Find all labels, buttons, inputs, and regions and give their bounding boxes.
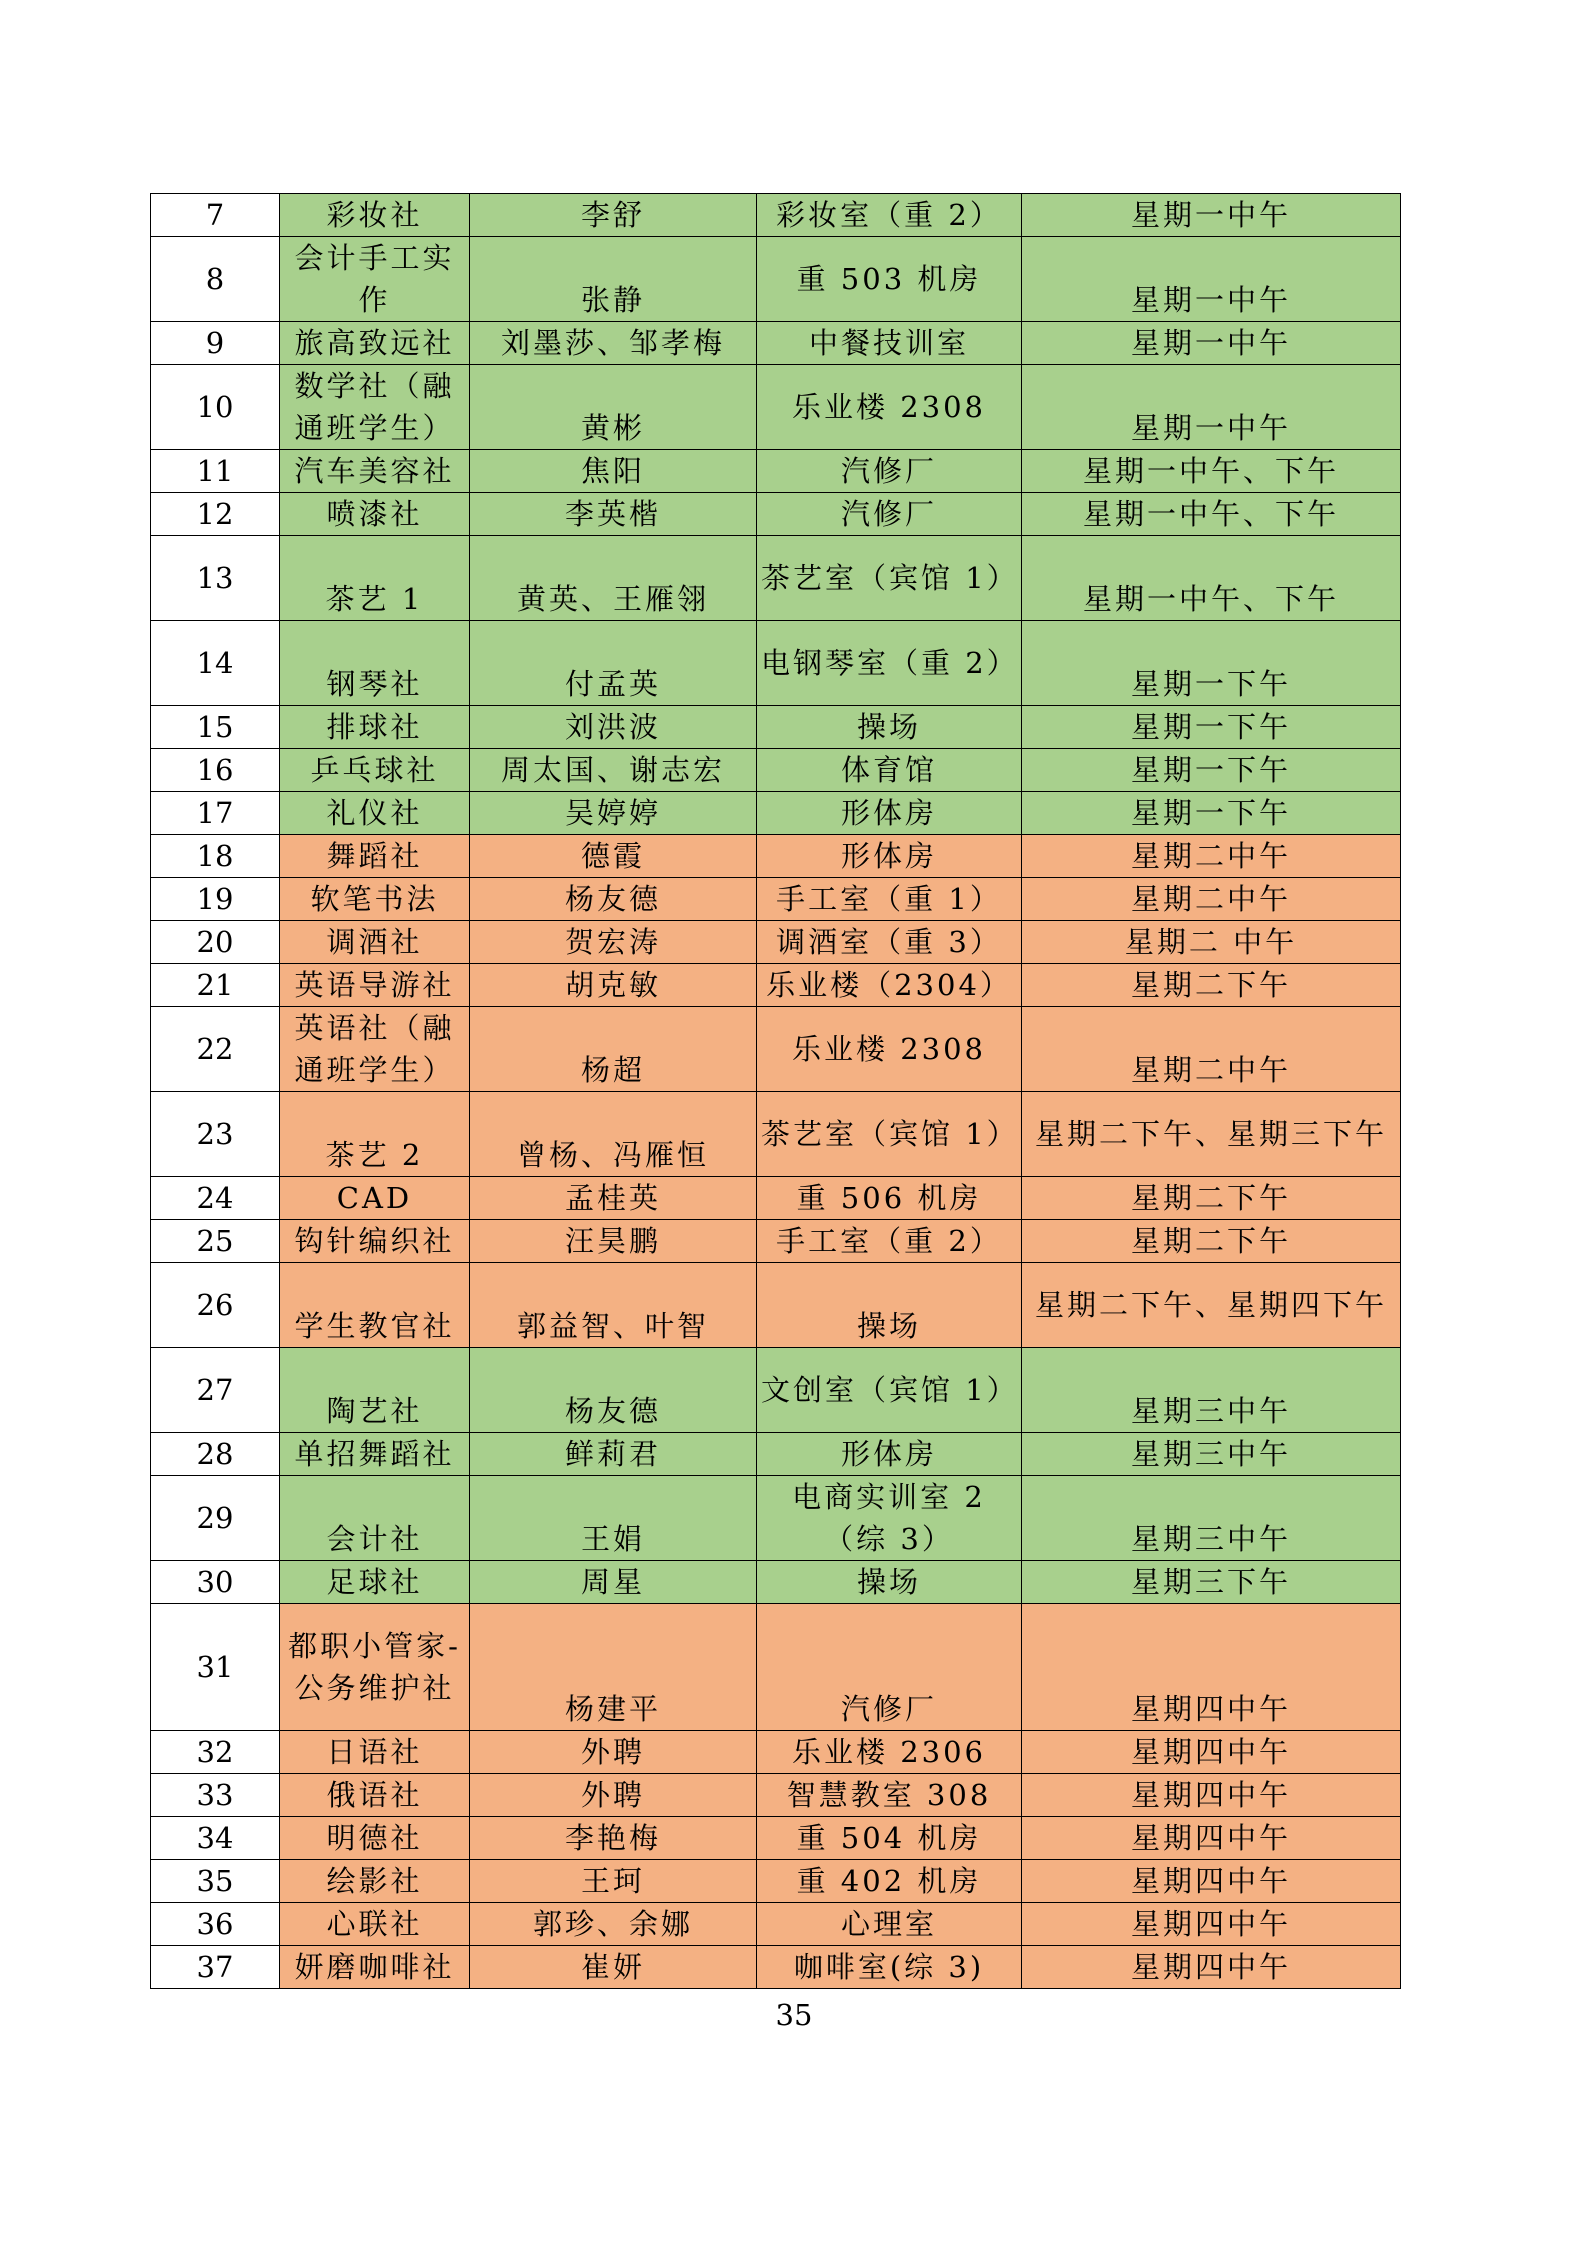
venue-cell: 操场 [757,1263,1022,1348]
teacher-name-cell: 付孟英 [470,621,757,706]
teacher-name-cell: 杨友德 [470,878,757,921]
row-number-cell: 21 [151,964,280,1007]
venue-cell: 彩妆室（重 2） [757,194,1022,237]
club-name-cell: 茶艺 2 [280,1092,470,1177]
venue-cell: 重 506 机房 [757,1177,1022,1220]
schedule-time-cell: 星期四中午 [1022,1903,1401,1946]
teacher-name-cell: 贺宏涛 [470,921,757,964]
venue-cell: 形体房 [757,835,1022,878]
club-name-cell: 钢琴社 [280,621,470,706]
club-name-cell: 英语导游社 [280,964,470,1007]
row-number-cell: 7 [151,194,280,237]
teacher-name-cell: 德霞 [470,835,757,878]
club-name-cell: 彩妆社 [280,194,470,237]
row-number-cell: 13 [151,536,280,621]
table-row [151,921,1401,964]
venue-cell: 心理室 [757,1903,1022,1946]
row-number-cell: 20 [151,921,280,964]
club-name-cell: 喷漆社 [280,493,470,536]
schedule-time-cell: 星期三中午 [1022,1348,1401,1433]
venue-cell: 操场 [757,1561,1022,1604]
schedule-time-cell: 星期一下午 [1022,749,1401,792]
club-name-cell: 绘影社 [280,1860,470,1903]
teacher-name-cell: 李艳梅 [470,1817,757,1860]
table-row [151,365,1401,450]
teacher-name-cell: 王娟 [470,1476,757,1561]
row-number-cell: 25 [151,1220,280,1263]
venue-cell: 电钢琴室（重 2） [757,621,1022,706]
table-row [151,1604,1401,1731]
table-row [151,1177,1401,1220]
row-number-cell: 22 [151,1007,280,1092]
teacher-name-cell: 杨友德 [470,1348,757,1433]
club-name-cell: 日语社 [280,1731,470,1774]
schedule-time-cell: 星期四中午 [1022,1860,1401,1903]
table-row [151,1731,1401,1774]
schedule-time-cell: 星期一中午、下午 [1022,493,1401,536]
row-number-cell: 34 [151,1817,280,1860]
club-name-cell: 数学社（融通班学生） [280,365,470,450]
row-number-cell: 16 [151,749,280,792]
row-number-cell: 37 [151,1946,280,1989]
club-name-cell: 汽车美容社 [280,450,470,493]
venue-cell: 调酒室（重 3） [757,921,1022,964]
schedule-time-cell: 星期二中午 [1022,878,1401,921]
venue-cell: 手工室（重 2） [757,1220,1022,1263]
teacher-name-cell: 李英楷 [470,493,757,536]
club-name-cell: 会计手工实作 [280,237,470,322]
club-name-cell: 茶艺 1 [280,536,470,621]
row-number-cell: 33 [151,1774,280,1817]
teacher-name-cell: 孟桂英 [470,1177,757,1220]
teacher-name-cell: 曾杨、冯雁恒 [470,1092,757,1177]
teacher-name-cell: 外聘 [470,1774,757,1817]
club-name-cell: 调酒社 [280,921,470,964]
schedule-time-cell: 星期二下午 [1022,1177,1401,1220]
teacher-name-cell: 黄彬 [470,365,757,450]
club-name-cell: 俄语社 [280,1774,470,1817]
schedule-time-cell: 星期二 中午 [1022,921,1401,964]
teacher-name-cell: 杨超 [470,1007,757,1092]
teacher-name-cell: 刘洪波 [470,706,757,749]
teacher-name-cell: 汪昊鹏 [470,1220,757,1263]
table-row [151,1007,1401,1092]
teacher-name-cell: 郭益智、叶智 [470,1263,757,1348]
table-row [151,322,1401,365]
venue-cell: 茶艺室（宾馆 1） [757,1092,1022,1177]
schedule-time-cell: 星期二下午 [1022,1220,1401,1263]
table-row [151,1561,1401,1604]
teacher-name-cell: 焦阳 [470,450,757,493]
club-name-cell: 陶艺社 [280,1348,470,1433]
venue-cell: 重 503 机房 [757,237,1022,322]
table-row [151,706,1401,749]
club-name-cell: 礼仪社 [280,792,470,835]
schedule-time-cell: 星期二中午 [1022,1007,1401,1092]
schedule-time-cell: 星期一中午 [1022,237,1401,322]
schedule-time-cell: 星期四中午 [1022,1817,1401,1860]
teacher-name-cell: 杨建平 [470,1604,757,1731]
row-number-cell: 17 [151,792,280,835]
club-name-cell: CAD [280,1177,470,1220]
venue-cell: 汽修厂 [757,450,1022,493]
schedule-time-cell: 星期二中午 [1022,835,1401,878]
table-row [151,1903,1401,1946]
row-number-cell: 26 [151,1263,280,1348]
schedule-time-cell: 星期四中午 [1022,1946,1401,1989]
schedule-time-cell: 星期一下午 [1022,792,1401,835]
table-row [151,964,1401,1007]
schedule-time-cell: 星期一中午 [1022,194,1401,237]
venue-cell: 乐业楼 2308 [757,365,1022,450]
club-name-cell: 妍磨咖啡社 [280,1946,470,1989]
teacher-name-cell: 刘墨莎、邹孝梅 [470,322,757,365]
club-name-cell: 心联社 [280,1903,470,1946]
club-name-cell: 旅高致远社 [280,322,470,365]
venue-cell: 智慧教室 308 [757,1774,1022,1817]
row-number-cell: 24 [151,1177,280,1220]
table-row [151,536,1401,621]
club-name-cell: 软笔书法 [280,878,470,921]
venue-cell: 汽修厂 [757,493,1022,536]
schedule-time-cell: 星期一中午、下午 [1022,536,1401,621]
table-row [151,1433,1401,1476]
teacher-name-cell: 张静 [470,237,757,322]
club-name-cell: 英语社（融通班学生） [280,1007,470,1092]
venue-cell: 汽修厂 [757,1604,1022,1731]
row-number-cell: 32 [151,1731,280,1774]
teacher-name-cell: 外聘 [470,1731,757,1774]
schedule-time-cell: 星期一中午、下午 [1022,450,1401,493]
venue-cell: 茶艺室（宾馆 1） [757,536,1022,621]
row-number-cell: 18 [151,835,280,878]
table-row [151,749,1401,792]
schedule-time-cell: 星期一中午 [1022,365,1401,450]
club-name-cell: 都职小管家-公务维护社 [280,1604,470,1731]
schedule-time-cell: 星期三中午 [1022,1476,1401,1561]
table-row [151,1263,1401,1348]
row-number-cell: 31 [151,1604,280,1731]
venue-cell: 形体房 [757,792,1022,835]
club-name-cell: 会计社 [280,1476,470,1561]
row-number-cell: 8 [151,237,280,322]
venue-cell: 中餐技训室 [757,322,1022,365]
teacher-name-cell: 郭珍、余娜 [470,1903,757,1946]
club-table-body [151,194,1401,1989]
table-row [151,835,1401,878]
table-row [151,621,1401,706]
teacher-name-cell: 周星 [470,1561,757,1604]
schedule-time-cell: 星期三下午 [1022,1561,1401,1604]
table-row [151,1476,1401,1561]
table-row [151,1092,1401,1177]
row-number-cell: 30 [151,1561,280,1604]
club-schedule-table [150,193,1401,1989]
row-number-cell: 29 [151,1476,280,1561]
row-number-cell: 36 [151,1903,280,1946]
venue-cell: 形体房 [757,1433,1022,1476]
table-row [151,450,1401,493]
table-row [151,792,1401,835]
club-name-cell: 单招舞蹈社 [280,1433,470,1476]
schedule-time-cell: 星期三中午 [1022,1433,1401,1476]
row-number-cell: 15 [151,706,280,749]
venue-cell: 电商实训室 2（综 3） [757,1476,1022,1561]
venue-cell: 体育馆 [757,749,1022,792]
table-row [151,1774,1401,1817]
table-row [151,1220,1401,1263]
venue-cell: 操场 [757,706,1022,749]
schedule-time-cell: 星期四中午 [1022,1774,1401,1817]
row-number-cell: 10 [151,365,280,450]
teacher-name-cell: 周太国、谢志宏 [470,749,757,792]
schedule-time-cell: 星期一中午 [1022,322,1401,365]
venue-cell: 手工室（重 1） [757,878,1022,921]
club-name-cell: 舞蹈社 [280,835,470,878]
schedule-time-cell: 星期二下午、星期四下午 [1022,1263,1401,1348]
venue-cell: 乐业楼 2308 [757,1007,1022,1092]
table-row [151,237,1401,322]
teacher-name-cell: 王珂 [470,1860,757,1903]
schedule-time-cell: 星期二下午、星期三下午 [1022,1092,1401,1177]
venue-cell: 重 504 机房 [757,1817,1022,1860]
club-name-cell: 明德社 [280,1817,470,1860]
teacher-name-cell: 胡克敏 [470,964,757,1007]
row-number-cell: 12 [151,493,280,536]
teacher-name-cell: 崔妍 [470,1946,757,1989]
table-row [151,194,1401,237]
row-number-cell: 19 [151,878,280,921]
schedule-time-cell: 星期一下午 [1022,621,1401,706]
teacher-name-cell: 鲜莉君 [470,1433,757,1476]
row-number-cell: 27 [151,1348,280,1433]
row-number-cell: 28 [151,1433,280,1476]
teacher-name-cell: 李舒 [470,194,757,237]
teacher-name-cell: 黄英、王雁翎 [470,536,757,621]
table-row [151,1348,1401,1433]
venue-cell: 乐业楼 2306 [757,1731,1022,1774]
club-name-cell: 乒乓球社 [280,749,470,792]
club-name-cell: 足球社 [280,1561,470,1604]
row-number-cell: 14 [151,621,280,706]
schedule-time-cell: 星期四中午 [1022,1604,1401,1731]
venue-cell: 咖啡室(综 3) [757,1946,1022,1989]
row-number-cell: 23 [151,1092,280,1177]
row-number-cell: 9 [151,322,280,365]
club-name-cell: 学生教官社 [280,1263,470,1348]
table-row [151,493,1401,536]
table-row [151,1860,1401,1903]
venue-cell: 文创室（宾馆 1） [757,1348,1022,1433]
row-number-cell: 11 [151,450,280,493]
schedule-time-cell: 星期四中午 [1022,1731,1401,1774]
page-number: 35 [775,1998,813,2032]
teacher-name-cell: 吴婷婷 [470,792,757,835]
schedule-time-cell: 星期二下午 [1022,964,1401,1007]
table-row [151,1817,1401,1860]
venue-cell: 乐业楼（2304） [757,964,1022,1007]
club-name-cell: 排球社 [280,706,470,749]
club-name-cell: 钩针编织社 [280,1220,470,1263]
table-row [151,878,1401,921]
table-row [151,1946,1401,1989]
schedule-time-cell: 星期一下午 [1022,706,1401,749]
row-number-cell: 35 [151,1860,280,1903]
venue-cell: 重 402 机房 [757,1860,1022,1903]
